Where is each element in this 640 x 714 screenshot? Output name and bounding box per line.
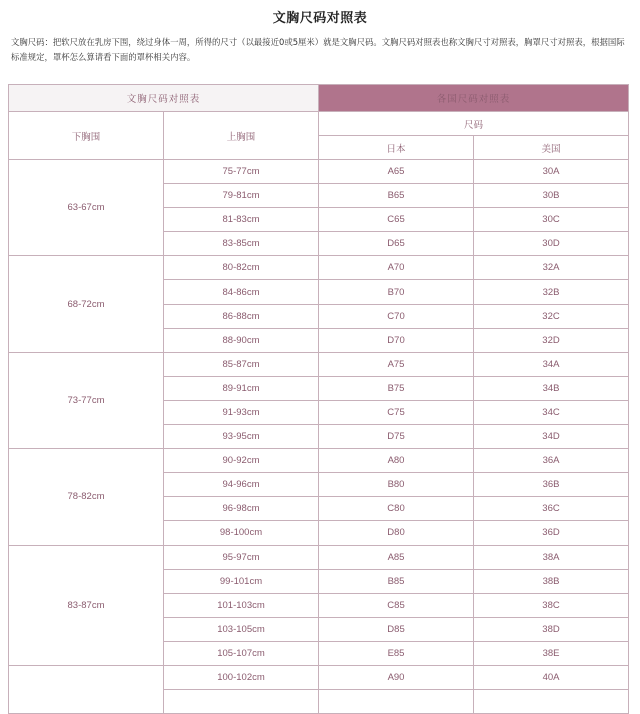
over-bust-cell: 98-100cm <box>164 521 319 545</box>
over-bust-cell: 79-81cm <box>164 184 319 208</box>
over-bust-cell: 94-96cm <box>164 473 319 497</box>
japan-size-cell: B75 <box>319 376 474 400</box>
over-bust-cell: 103-105cm <box>164 617 319 641</box>
japan-size-cell <box>319 690 474 714</box>
size-chart-body <box>9 160 629 714</box>
japan-size-cell: D85 <box>319 617 474 641</box>
over-bust-cell: 99-101cm <box>164 569 319 593</box>
size-header: 尺码 <box>319 112 629 136</box>
table-row <box>9 449 629 473</box>
under-bust-cell: 68-72cm <box>9 256 164 352</box>
usa-size-cell: 38D <box>474 617 629 641</box>
over-bust-cell: 86-88cm <box>164 304 319 328</box>
international-size-chart-heading: 各国尺码对照表 <box>319 85 629 112</box>
over-bust-cell: 95-97cm <box>164 545 319 569</box>
japan-size-cell: A75 <box>319 352 474 376</box>
usa-size-cell: 34D <box>474 425 629 449</box>
table-row <box>9 665 629 689</box>
over-bust-cell: 84-86cm <box>164 280 319 304</box>
under-bust-header: 下胸围 <box>9 112 164 160</box>
usa-size-cell: 36C <box>474 497 629 521</box>
over-bust-cell: 83-85cm <box>164 232 319 256</box>
usa-size-cell: 30B <box>474 184 629 208</box>
japan-size-cell: A70 <box>319 256 474 280</box>
over-bust-cell: 85-87cm <box>164 352 319 376</box>
under-bust-cell: 63-67cm <box>9 160 164 256</box>
over-bust-cell <box>164 690 319 714</box>
japan-size-cell: A85 <box>319 545 474 569</box>
japan-size-cell: C75 <box>319 400 474 424</box>
japan-size-cell: C85 <box>319 593 474 617</box>
over-bust-cell: 101-103cm <box>164 593 319 617</box>
usa-size-cell: 40A <box>474 665 629 689</box>
usa-size-cell: 38B <box>474 569 629 593</box>
japan-size-cell: A65 <box>319 160 474 184</box>
table-row <box>9 160 629 184</box>
japan-size-cell: D65 <box>319 232 474 256</box>
usa-size-cell: 32B <box>474 280 629 304</box>
over-bust-cell: 75-77cm <box>164 160 319 184</box>
over-bust-cell: 96-98cm <box>164 497 319 521</box>
usa-size-cell: 36A <box>474 449 629 473</box>
japan-size-cell: B65 <box>319 184 474 208</box>
japan-size-cell: B80 <box>319 473 474 497</box>
over-bust-header: 上胸围 <box>164 112 319 160</box>
table-row <box>9 256 629 280</box>
usa-size-cell <box>474 690 629 714</box>
size-chart-table <box>8 84 629 714</box>
usa-header: 美国 <box>474 136 629 160</box>
japan-size-cell: D80 <box>319 521 474 545</box>
japan-size-cell: A90 <box>319 665 474 689</box>
under-bust-cell: 73-77cm <box>9 352 164 448</box>
intro-paragraph: 文胸尺码：把软尺放在乳房下围，绕过身体一周，所得的尺寸（以最接近0或5厘米）就是文胸尺码。文胸尺码对照表也称文胸尺寸对照表，胸罩尺寸对照表，根据国际标准规定，罩杯怎么算请看下面的罩杯相关内容。 <box>11 37 625 62</box>
usa-size-cell: 34C <box>474 400 629 424</box>
usa-size-cell: 38A <box>474 545 629 569</box>
under-bust-cell <box>9 665 164 713</box>
usa-size-cell: 34B <box>474 376 629 400</box>
over-bust-cell: 89-91cm <box>164 376 319 400</box>
usa-size-cell: 32A <box>474 256 629 280</box>
usa-size-cell: 30C <box>474 208 629 232</box>
page-title: 文胸尺码对照表 <box>272 11 368 26</box>
over-bust-cell: 90-92cm <box>164 449 319 473</box>
under-bust-cell: 78-82cm <box>9 449 164 545</box>
usa-size-cell: 32C <box>474 304 629 328</box>
over-bust-cell: 91-93cm <box>164 400 319 424</box>
japan-size-cell: B70 <box>319 280 474 304</box>
japan-header: 日本 <box>319 136 474 160</box>
usa-size-cell: 38C <box>474 593 629 617</box>
table-row <box>9 545 629 569</box>
usa-size-cell: 32D <box>474 328 629 352</box>
usa-size-cell: 36D <box>474 521 629 545</box>
usa-size-cell: 38E <box>474 641 629 665</box>
over-bust-cell: 88-90cm <box>164 328 319 352</box>
under-bust-cell: 83-87cm <box>9 545 164 665</box>
usa-size-cell: 30A <box>474 160 629 184</box>
japan-size-cell: D75 <box>319 425 474 449</box>
cn-size-chart-heading: 文胸尺码对照表 <box>9 85 319 112</box>
japan-size-cell: E85 <box>319 641 474 665</box>
over-bust-cell: 81-83cm <box>164 208 319 232</box>
over-bust-cell: 100-102cm <box>164 665 319 689</box>
japan-size-cell: C70 <box>319 304 474 328</box>
japan-size-cell: C80 <box>319 497 474 521</box>
usa-size-cell: 34A <box>474 352 629 376</box>
over-bust-cell: 93-95cm <box>164 425 319 449</box>
japan-size-cell: C65 <box>319 208 474 232</box>
over-bust-cell: 105-107cm <box>164 641 319 665</box>
usa-size-cell: 36B <box>474 473 629 497</box>
japan-size-cell: D70 <box>319 328 474 352</box>
table-row <box>9 352 629 376</box>
japan-size-cell: B85 <box>319 569 474 593</box>
over-bust-cell: 80-82cm <box>164 256 319 280</box>
usa-size-cell: 30D <box>474 232 629 256</box>
japan-size-cell: A80 <box>319 449 474 473</box>
